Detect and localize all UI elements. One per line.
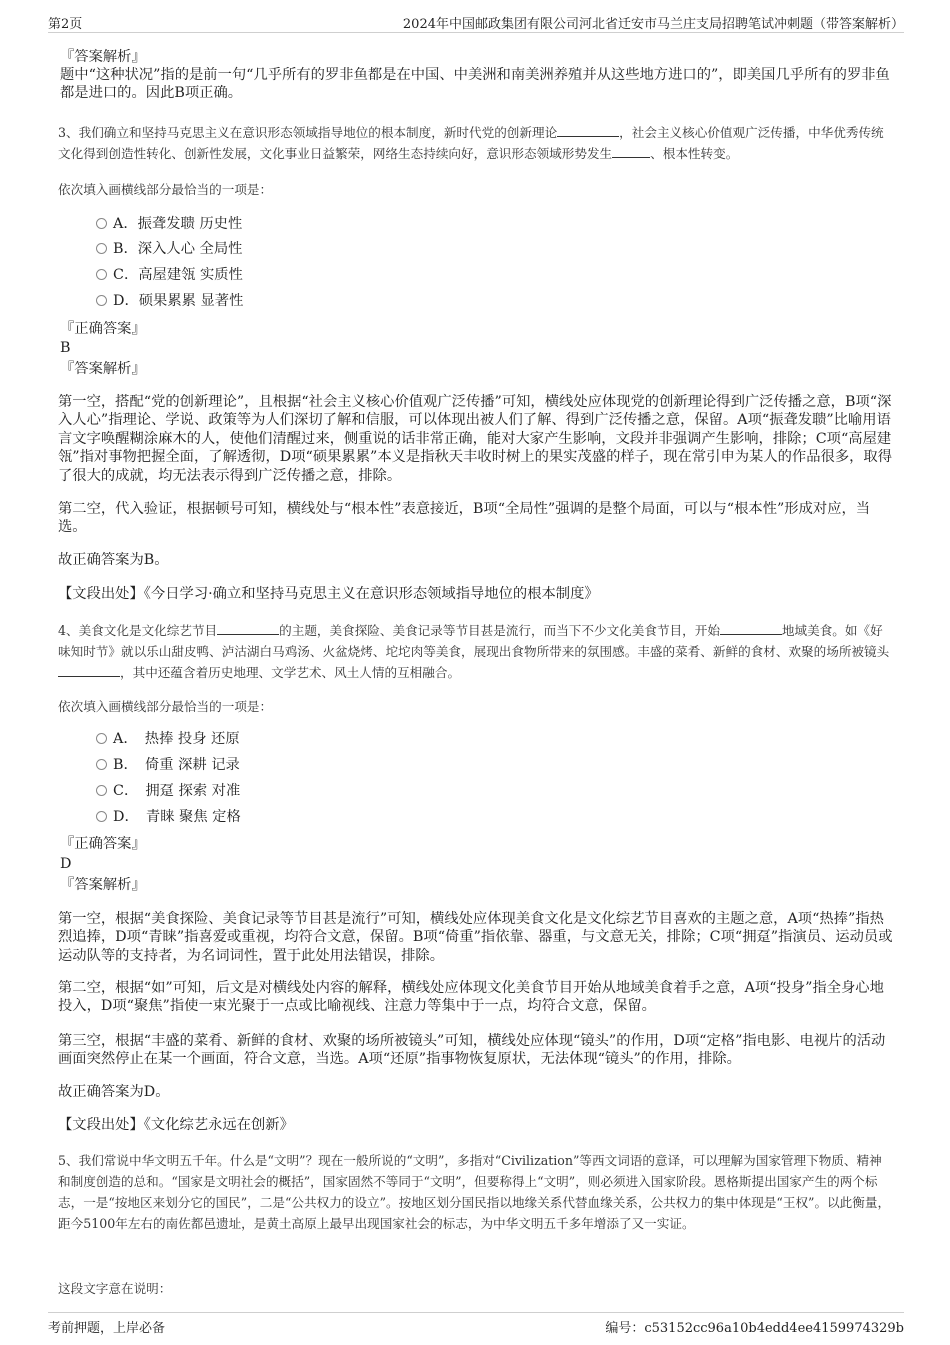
q3-option-a-label: A．振聋发聩 历史性 xyxy=(113,216,243,232)
q5-prompt: 这段文字意在说明： xyxy=(58,1281,172,1296)
q3-source: 【文段出处】《今日学习·确立和坚持马克思主义在意识形态领域指导地位的根本制度》 xyxy=(58,586,599,602)
q3-option-b-label: B．深入人心 全局性 xyxy=(113,241,243,257)
q3-stem xyxy=(58,122,892,164)
q4-stem xyxy=(58,620,892,683)
q4-answer-label: 『正确答案』 xyxy=(60,836,146,852)
q4-analysis-label: 『答案解析』 xyxy=(60,877,146,893)
q3-analysis-para-1: 第一空，搭配“党的创新理论”，且根据“社会主义核心价值观广泛传播”可知，横线处应体现党的创新理论得到广泛传播之意，B项“深入人心”指理论、学说、政策等为人们深切了解和信服，可以体现出被人们了解、得到广泛传播之意，保留。A项“振聋发聩”比喻用语言文字唤醒糊涂麻木的人，使他们清醒过来，侧重说的话非常正确，能对大家产生影响，文段并非强调产生影响，排除；C项“高屋建瓴”指对事物把握全面，了解透彻，D项“硕果累累”本义是指秋天丰收时树上的果实茂盛的样子，现在常引申为某人的作品很多，取得了很大的成就，均无法表示得到广泛传播之意，排除。 xyxy=(58,394,893,484)
q4-stem-part-c: 地域美食。如《好味知时节》就以乐山甜皮鸭、泸沽湖白马鸡汤、火盆烧烤、坨坨肉等美食，展现出食物所带来的氛围感。丰盛的菜肴、新鲜的食材、欢聚的场所被镜头 xyxy=(58,623,890,659)
q4-stem-part-a: 4、美食文化是文化综艺节目 xyxy=(58,623,218,638)
q4-option-d[interactable] xyxy=(96,808,241,826)
q4-conclusion: 故正确答案为D。 xyxy=(58,1084,170,1100)
radio-icon[interactable] xyxy=(96,811,107,822)
q4-blank-2 xyxy=(720,622,782,635)
q3-analysis-label: 『答案解析』 xyxy=(60,361,146,377)
q3-option-d-label: D．硕果累累 显著性 xyxy=(113,293,244,309)
q3-option-c-label: C．高屋建瓴 实质性 xyxy=(113,267,243,283)
q4-analysis-para-1: 第一空，根据“美食探险、美食记录等节目甚是流行”可知，横线处应体现美食文化是文化综艺节目喜欢的主题之意，A项“热捧”指热烈追捧，D项“青睐”指喜爱或重视，均符合文意，保留。B项“倚重”指依靠、器重，与文意无关，排除；C项“拥趸”指演员、运动员或运动队等的支持者，为名词词性，置于此处用法错误，排除。 xyxy=(58,911,893,964)
q4-option-b[interactable] xyxy=(96,756,240,774)
q3-blank-2 xyxy=(612,145,650,158)
radio-icon[interactable] xyxy=(96,733,107,744)
q4-option-a[interactable] xyxy=(96,730,240,748)
radio-icon[interactable] xyxy=(96,243,107,254)
radio-icon[interactable] xyxy=(96,218,107,229)
page-number: 第2页 xyxy=(48,17,83,32)
q3-option-a[interactable] xyxy=(96,215,242,233)
q3-option-c[interactable] xyxy=(96,266,243,284)
q3-blank-1 xyxy=(557,124,619,137)
radio-icon[interactable] xyxy=(96,785,107,796)
q4-source: 【文段出处】《文化综艺永远在创新》 xyxy=(58,1117,294,1133)
q4-stem-part-d: ，其中还蕴含着历史地理、文学艺术、风土人情的互相融合。 xyxy=(120,665,461,680)
q3-option-d[interactable] xyxy=(96,292,243,310)
q4-prompt: 依次填入画横线部分最恰当的一项是： xyxy=(58,699,273,714)
footer-id: 编号：c53152cc96a10b4edd4ee4159974329b xyxy=(605,1321,904,1336)
q3-stem-part-a: 3、我们确立和坚持马克思主义在意识形态领域指导地位的根本制度，新时代党的创新理论 xyxy=(58,125,558,140)
q3-stem-part-b: ，社会主义核心价值观广泛传播，中华优秀传统文化得到创造性转化、创新性发展，文化事业日益繁荣，网络生态持续向好，意识形态领域形势发生 xyxy=(58,125,884,161)
page-footer xyxy=(48,1312,904,1337)
q4-analysis-para-2: 第二空，根据“如”可知，后文是对横线处内容的解释，横线处应体现文化美食节目开始从地域美食着手之意，A项“投身”指全身心地投入，D项“聚焦”指使一束光聚于一点或比喻视线、注意力等集中于一点，均符合文意，保留。 xyxy=(58,980,884,1015)
q4-option-c[interactable] xyxy=(96,782,240,800)
q4-option-b-label: B． 倚重 深耕 记录 xyxy=(113,757,240,773)
document-title: 2024年中国邮政集团有限公司河北省迁安市马兰庄支局招聘笔试冲刺题（带答案解析） xyxy=(402,17,904,32)
page-header xyxy=(48,10,904,33)
radio-icon[interactable] xyxy=(96,295,107,306)
q5-stem: 5、我们常说中华文明五千年。什么是“文明”？现在一般所说的“文明”，多指对“Civilization”等西文词语的意译，可以理解为国家管理下物质、精神和制度创造的总和。“国家是文明社会的概括”，国家固然不等同于“文明”，但要称得上“文明”，则必须进入国家阶段。恩格斯提出国家产生的两个标志，一是“按地区来划分它的国民”，二是“公共权力的设立”。按地区划分国民指以地缘关系代替血缘关系，公共权力的集中体现是“王权”。以此衡量，距今5100年左右的南佐都邑遗址，是黄土高原上最早出现国家社会的标志，为中华文明五千多年增添了又一实证。 xyxy=(58,1153,891,1231)
q3-answer-label: 『正确答案』 xyxy=(60,321,146,337)
q3-conclusion: 故正确答案为B。 xyxy=(58,552,169,568)
radio-icon[interactable] xyxy=(96,759,107,770)
radio-icon[interactable] xyxy=(96,269,107,280)
q4-stem-part-b: 的主题，美食探险、美食记录等节目甚是流行，而当下不少文化美食节目，开始 xyxy=(279,623,720,638)
q4-option-a-label: A． 热捧 投身 还原 xyxy=(113,731,240,747)
q4-blank-1 xyxy=(217,622,279,635)
q2-analysis: 题中“这种状况”指的是前一句“几乎所有的罗非鱼都是在中国、中美洲和南美洲养殖并从这些地方进口的”，即美国几乎所有的罗非鱼都是进口的。因此B项正确。 xyxy=(60,67,890,102)
q4-option-d-label: D． 青睐 聚焦 定格 xyxy=(113,809,241,825)
q4-blank-3 xyxy=(58,664,120,677)
analysis-label: 『答案解析』 xyxy=(60,49,146,65)
q4-answer: D xyxy=(60,856,72,872)
q3-analysis-para-2: 第二空，代入验证，根据顿号可知，横线处与“根本性”表意接近，B项“全局性”强调的是整个局面，可以与“根本性”形成对应，当选。 xyxy=(58,501,871,536)
q3-stem-part-c: 、根本性转变。 xyxy=(650,146,739,161)
q4-option-c-label: C． 拥趸 探索 对准 xyxy=(113,783,241,799)
q3-prompt: 依次填入画横线部分最恰当的一项是： xyxy=(58,182,273,197)
q4-analysis-para-3: 第三空，根据“丰盛的菜肴、新鲜的食材、欢聚的场所被镜头”可知，横线处应体现“镜头”的作用，D项“定格”指电影、电视片的活动画面突然停止在某一个画面，符合文意，当选。A项“还原”指事物恢复原状，无法体现“镜头”的作用，排除。 xyxy=(58,1033,886,1068)
q3-answer: B xyxy=(60,340,71,356)
footer-slogan: 考前押题，上岸必备 xyxy=(48,1321,166,1336)
q3-option-b[interactable] xyxy=(96,240,242,258)
